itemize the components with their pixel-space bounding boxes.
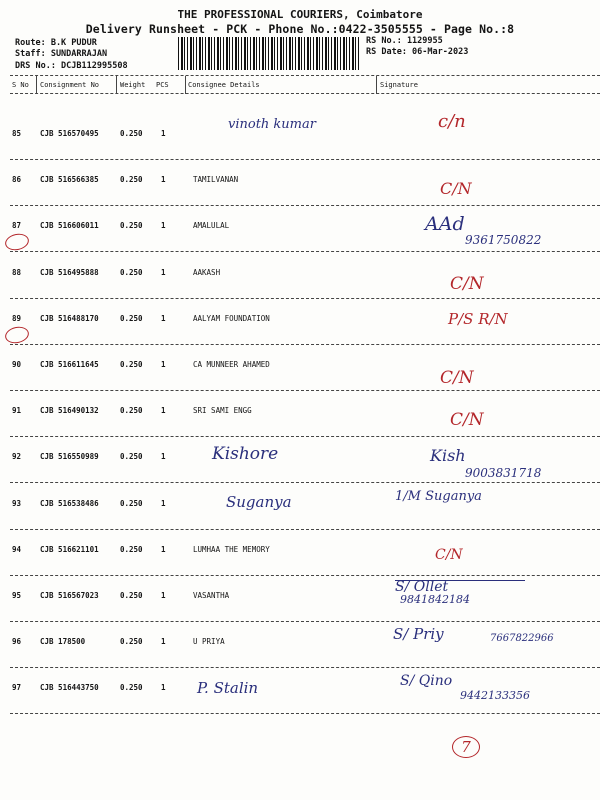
consignment-number: CJB 516443750: [40, 683, 99, 693]
row-sno: 95: [12, 591, 22, 600]
table-row: [0, 213, 600, 267]
weight-value: 0.250: [120, 591, 143, 600]
col-divider: [376, 76, 377, 94]
row-sno: 86: [12, 175, 22, 185]
signature-strike: [395, 580, 525, 581]
col-header-pcs: PCS: [156, 81, 169, 89]
row-separator: [10, 205, 600, 206]
handwritten-signature: C/N: [440, 368, 474, 388]
pcs-value: 1: [161, 544, 166, 554]
row-separator: [10, 298, 600, 299]
consignee-name: CA MUNNEER AHAMED: [193, 360, 270, 369]
consignee-name: LUMHAA THE MEMORY: [193, 544, 270, 554]
consignee-name: TAMILVANAN: [193, 175, 239, 185]
runsheet-subtitle: Delivery Runsheet - PCK - Phone No.:0422-3505555 - Page No.:8: [85, 22, 515, 36]
weight-value: 0.250: [120, 360, 143, 369]
consignment-number: CJB 516550989: [40, 452, 99, 462]
consignment-number: CJB 516488170: [40, 313, 99, 323]
weight-value: 0.250: [120, 175, 143, 185]
company-title: THE PROFESSIONAL COURIERS, Coimbatore: [177, 8, 423, 21]
pcs-value: 1: [161, 267, 166, 277]
route-label: Route: B.K PUDUR: [15, 38, 97, 48]
consignee-name: AALYAM FOUNDATION: [193, 313, 270, 323]
pcs-value: 1: [161, 313, 166, 323]
table-row: [0, 268, 600, 314]
handwritten-signature: Kish: [430, 446, 466, 466]
row-separator: [10, 390, 600, 391]
col-header-signature: Signature: [380, 81, 418, 89]
handwritten-signature: AAd: [425, 213, 465, 236]
weight-value: 0.250: [120, 406, 143, 416]
row-sno: 90: [12, 360, 22, 369]
pcs-value: 1: [161, 452, 166, 462]
handwritten-signature: S/ Ollet: [395, 579, 449, 595]
weight-value: 0.250: [120, 637, 143, 647]
page-mark: 7: [452, 736, 480, 758]
header-bottom-rule: [10, 93, 600, 94]
handwritten-signature: C/N: [450, 410, 484, 431]
consignment-number: CJB 516538486: [40, 498, 99, 508]
handwritten-phone: 7667822966: [490, 633, 554, 645]
weight-value: 0.250: [120, 221, 143, 231]
row-sno: 92: [12, 452, 22, 462]
pcs-value: 1: [161, 221, 166, 231]
col-header-consignment: Consignment No: [40, 81, 100, 89]
row-separator: [10, 344, 600, 345]
row-sno: 93: [12, 498, 22, 508]
row-sno: 91: [12, 406, 22, 416]
row-sno: 96: [12, 637, 22, 647]
handwritten-signature: S/ Qino: [400, 673, 453, 690]
handwritten-name: vinoth kumar: [228, 117, 316, 132]
consignee-name: SRI SAMI ENGG: [193, 406, 252, 416]
rs-date: RS Date: 06-Mar-2023: [366, 47, 469, 57]
handwritten-phone: 9442133356: [460, 689, 530, 703]
pcs-value: 1: [161, 683, 166, 693]
consignment-number: CJB 516606011: [40, 221, 99, 231]
consignee-name: AMALULAL: [193, 221, 230, 231]
handwritten-name: Kishore: [212, 444, 279, 465]
weight-value: 0.250: [120, 313, 143, 323]
weight-value: 0.250: [120, 498, 143, 508]
handwritten-signature: c/n: [438, 111, 466, 132]
handwritten-signature: P/S R/N: [448, 309, 508, 328]
handwritten-phone: 9361750822: [465, 233, 542, 248]
consignment-number: CJB 516490132: [40, 406, 99, 416]
pcs-value: 1: [161, 591, 166, 600]
consignment-number: CJB 516570495: [40, 129, 99, 138]
handwritten-signature: C/N: [435, 546, 463, 563]
table-row: [0, 175, 600, 221]
col-divider: [185, 76, 186, 94]
handwritten-phone: 9003831718: [465, 466, 542, 481]
table-row: [0, 488, 600, 545]
table-row: [0, 444, 600, 498]
pcs-value: 1: [161, 175, 166, 185]
pcs-value: 1: [161, 498, 166, 508]
row-sno: 94: [12, 544, 22, 554]
row-sno: 85: [12, 129, 22, 138]
table-row: [0, 579, 600, 637]
weight-value: 0.250: [120, 452, 143, 462]
pcs-value: 1: [161, 406, 166, 416]
row-separator: [10, 436, 600, 437]
row-separator: [10, 251, 600, 252]
row-separator: [10, 529, 600, 530]
consignee-name: VASANTHA: [193, 591, 230, 600]
col-header-weight: Weight: [120, 81, 146, 89]
row-separator: [10, 667, 600, 668]
table-row: [0, 309, 600, 360]
table-row: [0, 111, 600, 175]
handwritten-signature: C/N: [450, 273, 484, 294]
table-row: [0, 545, 600, 591]
consignment-number: CJB 516611645: [40, 360, 99, 369]
row-sno: 88: [12, 267, 22, 277]
handwritten-signature: S/ Priy: [393, 625, 444, 644]
table-row: [0, 406, 600, 452]
consignee-name: AAKASH: [193, 267, 221, 277]
drs-number: DRS No.: DCJB112995508: [15, 61, 128, 71]
col-divider: [36, 76, 37, 94]
consignment-number: CJB 516567023: [40, 591, 99, 600]
consignment-number: CJB 516621101: [40, 544, 99, 554]
handwritten-name: Suganya: [226, 492, 292, 511]
table-row: [0, 673, 600, 729]
weight-value: 0.250: [120, 544, 143, 554]
row-separator: [10, 575, 600, 576]
col-divider: [116, 76, 117, 94]
row-separator: [10, 482, 600, 483]
handwritten-signature: C/N: [440, 179, 472, 199]
row-separator: [10, 621, 600, 622]
weight-value: 0.250: [120, 683, 143, 693]
handwritten-phone: 9841842184: [400, 593, 470, 606]
handwritten-name: P. Stalin: [197, 679, 259, 698]
row-separator: [10, 159, 600, 160]
col-header-consignee: Consignee Details: [188, 81, 260, 89]
header-top-rule: [10, 75, 600, 76]
row-separator: [10, 713, 600, 714]
row-sno: 97: [12, 683, 22, 693]
handwritten-signature: 1/M Suganya: [395, 488, 482, 504]
consignment-number: CJB 516566385: [40, 175, 99, 185]
row-sno: 87: [12, 221, 22, 231]
pcs-value: 1: [161, 360, 166, 369]
consignee-name: U PRIYA: [193, 637, 225, 647]
pcs-value: 1: [161, 129, 166, 138]
pcs-value: 1: [161, 637, 166, 647]
table-row: [0, 360, 600, 406]
col-header-sno: S No: [12, 81, 29, 89]
row-sno: 89: [12, 313, 22, 323]
table-row: [0, 625, 600, 683]
rs-number: RS No.: 1129955: [366, 36, 443, 46]
weight-value: 0.250: [120, 267, 143, 277]
staff-label: Staff: SUNDARRAJAN: [15, 49, 108, 59]
consignment-number: CJB 516495888: [40, 267, 99, 277]
weight-value: 0.250: [120, 129, 143, 138]
consignment-number: CJB 178500: [40, 637, 86, 647]
barcode: [178, 37, 361, 70]
